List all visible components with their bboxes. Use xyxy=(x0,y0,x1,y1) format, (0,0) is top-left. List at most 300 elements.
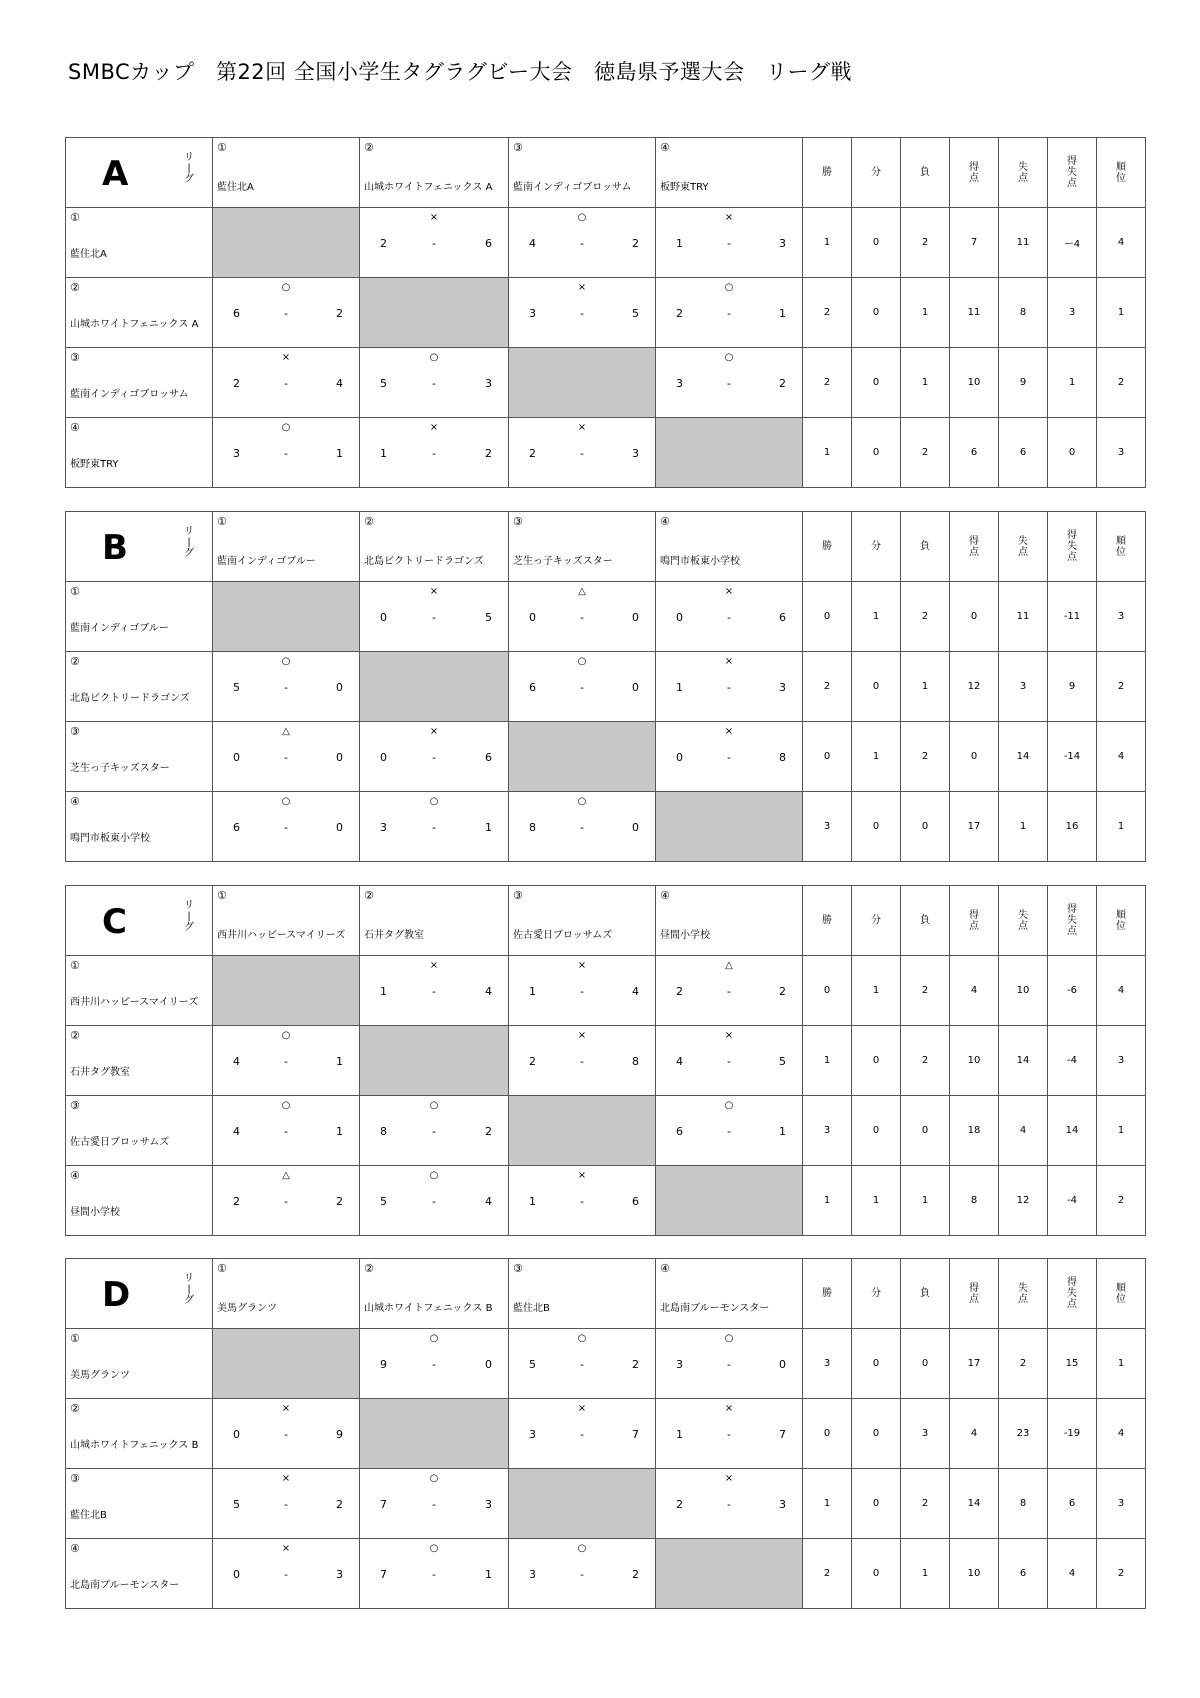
team-number: ① xyxy=(70,1332,80,1345)
stat-value: -6 xyxy=(1048,956,1097,1026)
score-left: 8 xyxy=(380,1125,387,1138)
team-row xyxy=(66,1026,1146,1096)
score-left: 6 xyxy=(529,681,536,694)
col-header-team xyxy=(509,512,656,582)
match-result-cell xyxy=(360,208,509,278)
stat-value: 1 xyxy=(1048,348,1097,418)
col-header-team xyxy=(656,512,803,582)
team-number: ③ xyxy=(513,141,523,154)
stat-value: 8 xyxy=(999,1469,1048,1539)
score-right: 0 xyxy=(632,681,639,694)
stat-value: 4 xyxy=(1048,1539,1097,1609)
stat-value: 1 xyxy=(901,348,950,418)
stat-value: 2 xyxy=(803,1539,852,1609)
result-mark: ○ xyxy=(724,352,734,363)
stat-value: 1 xyxy=(1097,1096,1146,1166)
self-match-cell xyxy=(360,1399,509,1469)
result-mark: × xyxy=(724,656,734,667)
score-right: 6 xyxy=(485,751,492,764)
team-number: ① xyxy=(217,889,227,902)
match-result-cell xyxy=(213,1469,360,1539)
match-result-cell xyxy=(656,1399,803,1469)
col-header-team xyxy=(360,1259,509,1329)
team-name: 藍南インディゴブルー xyxy=(70,623,169,634)
stat-value: 1 xyxy=(852,722,901,792)
match-result-cell xyxy=(509,1026,656,1096)
stat-value: 0 xyxy=(901,1329,950,1399)
stat-value: -11 xyxy=(1048,582,1097,652)
stat-value: 4 xyxy=(1097,956,1146,1026)
stat-header: 得 失 点 xyxy=(1048,138,1097,208)
self-match-cell xyxy=(656,418,803,488)
stat-value: 14 xyxy=(999,1026,1048,1096)
match-result-cell xyxy=(213,1399,360,1469)
score-right: 1 xyxy=(485,1568,492,1581)
stat-value: 10 xyxy=(950,1539,999,1609)
team-name: 板野東TRY xyxy=(660,182,709,193)
score-dash: - xyxy=(284,821,288,834)
score-right: 3 xyxy=(779,237,786,250)
stat-header: 得 点 xyxy=(950,886,999,956)
score-right: 0 xyxy=(336,751,343,764)
stat-value: 2 xyxy=(803,652,852,722)
result-mark: × xyxy=(281,1403,291,1414)
score-right: 1 xyxy=(485,821,492,834)
result-mark: △ xyxy=(282,726,290,737)
score-right: 5 xyxy=(485,611,492,624)
stat-value: 11 xyxy=(999,208,1048,278)
stat-value: 1 xyxy=(852,582,901,652)
score-left: 2 xyxy=(380,237,387,250)
league-label: リ | グ xyxy=(184,526,194,559)
league-table-a xyxy=(65,137,1146,488)
stat-value: 4 xyxy=(1097,722,1146,792)
team-number: ③ xyxy=(70,1099,80,1112)
result-mark: × xyxy=(429,726,439,737)
col-header-team xyxy=(656,1259,803,1329)
match-result-cell xyxy=(213,1096,360,1166)
stat-value: 2 xyxy=(999,1329,1048,1399)
stat-value: 1 xyxy=(901,1539,950,1609)
stat-header: 負 xyxy=(901,138,950,208)
stat-value: 8 xyxy=(999,278,1048,348)
stat-header: 勝 xyxy=(803,138,852,208)
score-dash: - xyxy=(432,1358,436,1371)
stat-value: 10 xyxy=(999,956,1048,1026)
match-result-cell xyxy=(213,278,360,348)
league-corner-cell xyxy=(66,886,213,956)
score-left: 5 xyxy=(380,1195,387,1208)
stat-value: 2 xyxy=(901,208,950,278)
score-right: 0 xyxy=(336,681,343,694)
stat-value: 0 xyxy=(852,652,901,722)
team-number: ③ xyxy=(513,889,523,902)
score-left: 6 xyxy=(233,307,240,320)
col-header-team xyxy=(213,886,360,956)
league-header-row xyxy=(66,886,1146,956)
match-result-cell xyxy=(509,1329,656,1399)
stat-value: 4 xyxy=(950,1399,999,1469)
team-name: 山城ホワイトフェニックス A xyxy=(364,182,493,193)
col-header-team xyxy=(360,138,509,208)
team-name: 鳴門市板東小学校 xyxy=(70,833,150,844)
match-result-cell xyxy=(360,582,509,652)
stat-value: 10 xyxy=(950,348,999,418)
league-header-row xyxy=(66,1259,1146,1329)
result-mark: × xyxy=(577,960,587,971)
team-number: ② xyxy=(70,1402,80,1415)
stat-value: -19 xyxy=(1048,1399,1097,1469)
league-table-d xyxy=(65,1258,1146,1609)
self-match-cell xyxy=(213,1329,360,1399)
score-left: 4 xyxy=(529,237,536,250)
score-left: 3 xyxy=(529,307,536,320)
team-number: ③ xyxy=(70,1472,80,1485)
league-table-b xyxy=(65,511,1146,862)
team-name: 藍住北A xyxy=(70,249,107,260)
stat-value: 1 xyxy=(852,1166,901,1236)
stat-value: 1 xyxy=(901,1166,950,1236)
col-header-team xyxy=(509,1259,656,1329)
score-left: 5 xyxy=(233,1498,240,1511)
match-result-cell xyxy=(656,652,803,722)
col-header-team xyxy=(360,512,509,582)
score-right: 2 xyxy=(779,985,786,998)
stat-value: 0 xyxy=(901,1096,950,1166)
stat-header: 得 失 点 xyxy=(1048,1259,1097,1329)
match-result-cell xyxy=(509,792,656,862)
score-dash: - xyxy=(284,1055,288,1068)
score-left: 2 xyxy=(676,1498,683,1511)
team-row xyxy=(66,418,1146,488)
stat-value: 3 xyxy=(1097,1469,1146,1539)
score-right: 5 xyxy=(632,307,639,320)
team-row xyxy=(66,582,1146,652)
team-number: ② xyxy=(364,1262,374,1275)
team-number: ④ xyxy=(70,795,80,808)
score-right: 3 xyxy=(485,377,492,390)
stat-value: 8 xyxy=(950,1166,999,1236)
stat-value: 9 xyxy=(999,348,1048,418)
score-right: 6 xyxy=(632,1195,639,1208)
score-left: 6 xyxy=(676,1125,683,1138)
col-header-team xyxy=(213,512,360,582)
match-result-cell xyxy=(656,278,803,348)
score-dash: - xyxy=(580,1195,584,1208)
result-mark: × xyxy=(429,212,439,223)
match-result-cell xyxy=(656,348,803,418)
team-row xyxy=(66,722,1146,792)
self-match-cell xyxy=(509,348,656,418)
result-mark: ○ xyxy=(281,282,291,293)
score-dash: - xyxy=(727,1498,731,1511)
league-letter: D xyxy=(102,1275,131,1315)
stat-value: 0 xyxy=(803,1399,852,1469)
match-result-cell xyxy=(656,582,803,652)
stat-header: 負 xyxy=(901,1259,950,1329)
stat-value: ー4 xyxy=(1048,208,1097,278)
team-row xyxy=(66,652,1146,722)
score-left: 0 xyxy=(529,611,536,624)
stat-value: 0 xyxy=(852,208,901,278)
result-mark: ○ xyxy=(577,656,587,667)
team-name: 藍住北B xyxy=(513,1303,550,1314)
result-mark: ○ xyxy=(429,352,439,363)
score-dash: - xyxy=(284,681,288,694)
self-match-cell xyxy=(509,722,656,792)
league-letter: B xyxy=(102,528,128,568)
match-result-cell xyxy=(360,1166,509,1236)
result-mark: ○ xyxy=(429,1100,439,1111)
score-left: 5 xyxy=(380,377,387,390)
league-table-c xyxy=(65,885,1146,1236)
result-mark: ○ xyxy=(429,1473,439,1484)
score-dash: - xyxy=(727,611,731,624)
team-number: ③ xyxy=(513,1262,523,1275)
score-right: 2 xyxy=(779,377,786,390)
team-name: 北島南ブルーモンスター xyxy=(70,1580,180,1591)
match-result-cell xyxy=(509,1539,656,1609)
score-left: 3 xyxy=(676,377,683,390)
stat-value: 0 xyxy=(852,1539,901,1609)
match-result-cell xyxy=(656,208,803,278)
score-right: 8 xyxy=(632,1055,639,1068)
match-result-cell xyxy=(656,1026,803,1096)
result-mark: × xyxy=(724,726,734,737)
stat-value: 3 xyxy=(803,1329,852,1399)
score-dash: - xyxy=(284,1428,288,1441)
result-mark: ○ xyxy=(577,212,587,223)
stat-header: 分 xyxy=(852,1259,901,1329)
stat-value: 2 xyxy=(803,278,852,348)
stat-value: 10 xyxy=(950,1026,999,1096)
score-dash: - xyxy=(432,237,436,250)
score-dash: - xyxy=(432,611,436,624)
self-match-cell xyxy=(509,1096,656,1166)
match-result-cell xyxy=(360,956,509,1026)
row-header-team xyxy=(66,1096,213,1166)
score-right: 9 xyxy=(336,1428,343,1441)
match-result-cell xyxy=(360,1539,509,1609)
score-dash: - xyxy=(432,1125,436,1138)
result-mark: × xyxy=(577,422,587,433)
score-dash: - xyxy=(432,1568,436,1581)
score-right: 3 xyxy=(485,1498,492,1511)
team-number: ④ xyxy=(70,421,80,434)
result-mark: × xyxy=(724,1030,734,1041)
stat-value: 3 xyxy=(803,792,852,862)
stat-value: 0 xyxy=(852,792,901,862)
score-right: 2 xyxy=(632,1358,639,1371)
stat-value: 2 xyxy=(1097,652,1146,722)
stat-header: 得 点 xyxy=(950,138,999,208)
result-mark: ○ xyxy=(429,1333,439,1344)
team-number: ① xyxy=(217,141,227,154)
result-mark: △ xyxy=(725,960,733,971)
stat-value: 1 xyxy=(1097,278,1146,348)
stat-header: 分 xyxy=(852,886,901,956)
col-header-team xyxy=(509,886,656,956)
stat-value: 2 xyxy=(803,348,852,418)
team-number: ② xyxy=(70,281,80,294)
score-left: 2 xyxy=(676,307,683,320)
score-right: 1 xyxy=(779,307,786,320)
col-header-team xyxy=(213,1259,360,1329)
col-header-team xyxy=(213,138,360,208)
row-header-team xyxy=(66,1329,213,1399)
result-mark: ○ xyxy=(281,422,291,433)
stat-value: 0 xyxy=(852,1399,901,1469)
score-dash: - xyxy=(580,985,584,998)
result-mark: ○ xyxy=(724,282,734,293)
score-dash: - xyxy=(580,237,584,250)
team-row xyxy=(66,1329,1146,1399)
stat-header: 勝 xyxy=(803,512,852,582)
stat-value: -14 xyxy=(1048,722,1097,792)
stat-value: 0 xyxy=(852,348,901,418)
result-mark: ○ xyxy=(281,1030,291,1041)
stat-header: 失 点 xyxy=(999,512,1048,582)
team-name: 北島ビクトリードラゴンズ xyxy=(364,556,484,567)
self-match-cell xyxy=(656,1166,803,1236)
stat-header: 負 xyxy=(901,512,950,582)
stat-value: 0 xyxy=(852,1329,901,1399)
score-dash: - xyxy=(432,985,436,998)
score-right: 0 xyxy=(632,611,639,624)
stat-value: 1 xyxy=(1097,1329,1146,1399)
score-left: 0 xyxy=(233,1428,240,1441)
league-label: リ | グ xyxy=(184,152,194,185)
result-mark: × xyxy=(577,1170,587,1181)
score-right: 6 xyxy=(485,237,492,250)
score-dash: - xyxy=(432,821,436,834)
stat-value: 14 xyxy=(1048,1096,1097,1166)
match-result-cell xyxy=(509,1399,656,1469)
score-left: 1 xyxy=(529,985,536,998)
score-dash: - xyxy=(580,611,584,624)
result-mark: ○ xyxy=(577,1333,587,1344)
score-dash: - xyxy=(580,1358,584,1371)
row-header-team xyxy=(66,1399,213,1469)
self-match-cell xyxy=(509,1469,656,1539)
score-right: 2 xyxy=(336,307,343,320)
team-number: ① xyxy=(217,1262,227,1275)
stat-header: 勝 xyxy=(803,1259,852,1329)
team-number: ④ xyxy=(660,515,670,528)
row-header-team xyxy=(66,792,213,862)
result-mark: ○ xyxy=(724,1333,734,1344)
match-result-cell xyxy=(509,582,656,652)
score-dash: - xyxy=(284,1125,288,1138)
stat-value: 15 xyxy=(1048,1329,1097,1399)
row-header-team xyxy=(66,418,213,488)
match-result-cell xyxy=(509,1166,656,1236)
result-mark: × xyxy=(429,586,439,597)
stat-value: 18 xyxy=(950,1096,999,1166)
stat-value: 3 xyxy=(901,1399,950,1469)
result-mark: × xyxy=(577,282,587,293)
score-dash: - xyxy=(580,1568,584,1581)
stat-header: 順 位 xyxy=(1097,886,1146,956)
team-name: 藍南インディゴブロッサム xyxy=(70,389,189,400)
match-result-cell xyxy=(360,418,509,488)
stat-value: 2 xyxy=(901,722,950,792)
stat-value: 1 xyxy=(803,418,852,488)
team-name: 藍南インディゴブロッサム xyxy=(513,182,632,193)
stat-value: 1 xyxy=(803,208,852,278)
score-left: 4 xyxy=(233,1125,240,1138)
score-left: 3 xyxy=(380,821,387,834)
score-left: 2 xyxy=(529,447,536,460)
match-result-cell xyxy=(213,348,360,418)
team-number: ③ xyxy=(513,515,523,528)
stat-value: 3 xyxy=(1097,582,1146,652)
score-right: 7 xyxy=(779,1428,786,1441)
match-result-cell xyxy=(213,652,360,722)
score-dash: - xyxy=(580,821,584,834)
score-dash: - xyxy=(580,1055,584,1068)
team-name: 西井川ハッピースマイリーズ xyxy=(217,930,346,941)
stat-value: 11 xyxy=(999,582,1048,652)
stat-value: 11 xyxy=(950,278,999,348)
match-result-cell xyxy=(213,1166,360,1236)
row-header-team xyxy=(66,348,213,418)
score-left: 1 xyxy=(380,447,387,460)
result-mark: ○ xyxy=(281,796,291,807)
stat-value: 2 xyxy=(1097,348,1146,418)
stat-value: 6 xyxy=(1048,1469,1097,1539)
score-left: 0 xyxy=(233,751,240,764)
stat-header: 分 xyxy=(852,512,901,582)
score-dash: - xyxy=(727,985,731,998)
score-left: 0 xyxy=(380,611,387,624)
result-mark: ○ xyxy=(577,1543,587,1554)
score-dash: - xyxy=(727,1358,731,1371)
league-label: リ | グ xyxy=(184,1273,194,1306)
team-number: ④ xyxy=(660,889,670,902)
score-left: 2 xyxy=(233,1195,240,1208)
self-match-cell xyxy=(656,1539,803,1609)
stat-header: 得 点 xyxy=(950,512,999,582)
team-name: 佐古愛日ブロッサムズ xyxy=(513,930,613,941)
score-right: 1 xyxy=(336,447,343,460)
match-result-cell xyxy=(656,1096,803,1166)
score-dash: - xyxy=(432,1498,436,1511)
score-dash: - xyxy=(727,1055,731,1068)
score-right: 2 xyxy=(336,1498,343,1511)
col-header-team xyxy=(656,138,803,208)
team-row xyxy=(66,1166,1146,1236)
self-match-cell xyxy=(360,652,509,722)
stat-value: 0 xyxy=(803,956,852,1026)
stat-value: 1 xyxy=(1097,792,1146,862)
team-name: 美馬グランツ xyxy=(217,1303,277,1314)
league-corner-cell xyxy=(66,138,213,208)
team-number: ② xyxy=(364,515,374,528)
score-left: 5 xyxy=(529,1358,536,1371)
team-name: 藍南インディゴブルー xyxy=(217,556,316,567)
stat-value: -4 xyxy=(1048,1026,1097,1096)
score-left: 3 xyxy=(233,447,240,460)
self-match-cell xyxy=(213,582,360,652)
match-result-cell xyxy=(656,1329,803,1399)
match-result-cell xyxy=(213,792,360,862)
team-name: 山城ホワイトフェニックス B xyxy=(364,1303,493,1314)
score-dash: - xyxy=(432,447,436,460)
result-mark: × xyxy=(724,1473,734,1484)
team-name: 西井川ハッピースマイリーズ xyxy=(70,997,199,1008)
self-match-cell xyxy=(656,792,803,862)
